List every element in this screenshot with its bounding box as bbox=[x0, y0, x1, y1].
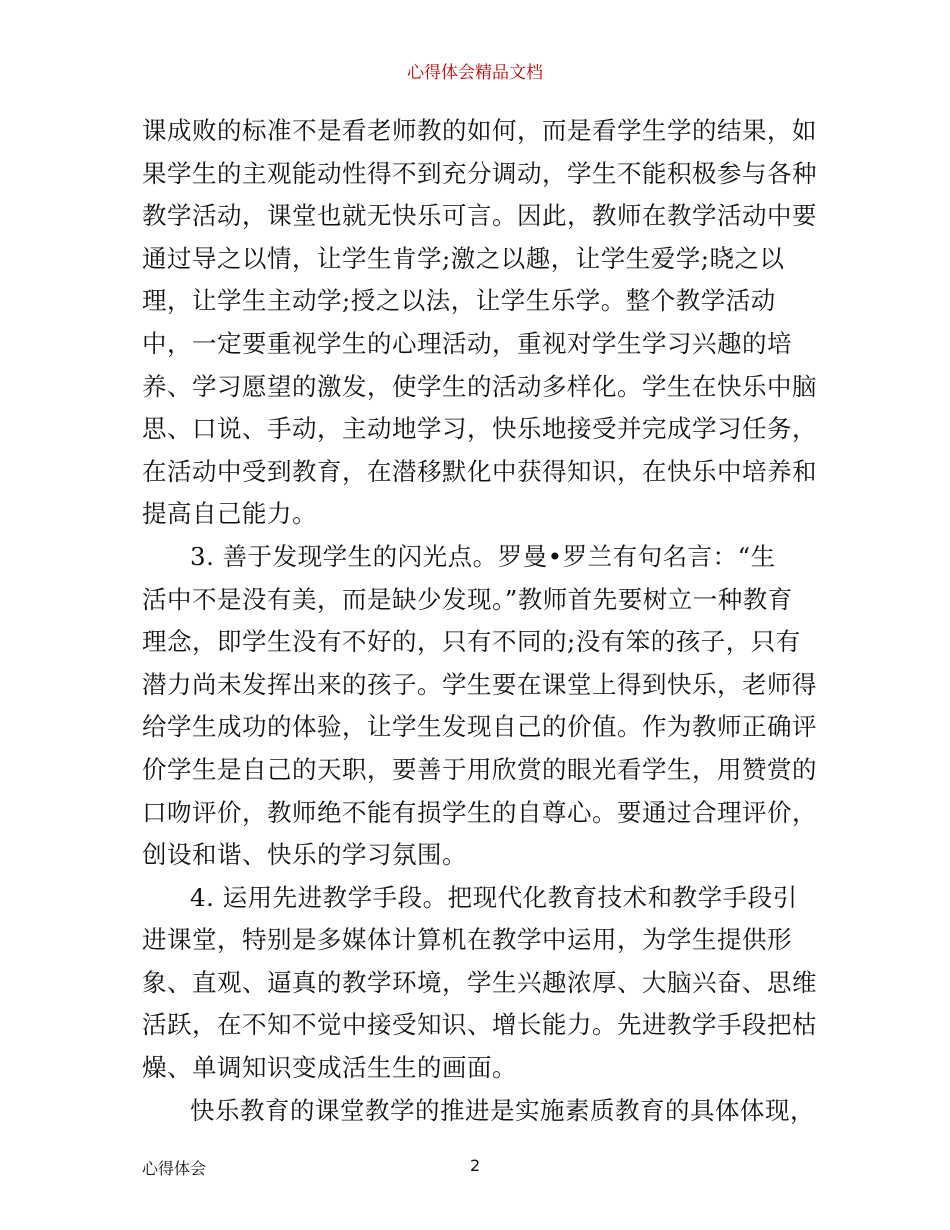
text-line: 口吻评价，教师绝不能有损学生的自尊心。要通过合理评价， bbox=[142, 797, 817, 827]
text-line: 思、口说、手动，主动地学习，快乐地接受并完成学习任务， bbox=[142, 414, 817, 444]
text-line: 3. 善于发现学生的闪光点。罗曼•罗兰有句名言：“生 bbox=[190, 541, 776, 571]
text-line: 通过导之以情，让学生肯学;激之以趣，让学生爱学;晓之以 bbox=[142, 243, 785, 273]
text-line: 果学生的主观能动性得不到充分调动，学生不能积极参与各种 bbox=[142, 158, 817, 188]
text-line: 教学活动，课堂也就无快乐可言。因此，教师在教学活动中要 bbox=[142, 201, 817, 231]
text-line: 给学生成功的体验，让学生发现自己的价值。作为教师正确评 bbox=[142, 712, 817, 742]
document-body bbox=[142, 110, 822, 1132]
page-number: 2 bbox=[470, 1156, 481, 1175]
text-line: 快乐教育的课堂教学的推进是实施素质教育的具体体现， bbox=[190, 1095, 815, 1125]
text-line: 在活动中受到教育，在潜移默化中获得知识，在快乐中培养和 bbox=[142, 456, 817, 486]
text-line: 燥、单调知识变成活生生的画面。 bbox=[142, 1053, 517, 1083]
text-line: 中，一定要重视学生的心理活动，重视对学生学习兴趣的培 bbox=[142, 328, 792, 358]
text-line: 课成败的标准不是看老师教的如何，而是看学生学的结果，如 bbox=[142, 116, 817, 145]
text-line: 养、学习愿望的激发，使学生的活动多样化。学生在快乐中脑 bbox=[142, 371, 817, 401]
text-line: 进课堂，特别是多媒体计算机在教学中运用，为学生提供形 bbox=[142, 925, 792, 955]
page-header: 心得体会精品文档 bbox=[407, 63, 543, 83]
text-line: 理念，即学生没有不好的，只有不同的;没有笨的孩子，只有 bbox=[142, 627, 801, 657]
text-line: 理，让学生主动学;授之以法，让学生乐学。整个教学活动 bbox=[142, 286, 776, 316]
text-line: 象、直观、逼真的教学环境，学生兴趣浓厚、大脑兴奋、思维 bbox=[142, 967, 817, 997]
text-line: 提高自己能力。 bbox=[142, 499, 317, 529]
text-line: 4. 运用先进教学手段。把现代化教育技术和教学手段引 bbox=[190, 882, 798, 912]
text-line: 创设和谐、快乐的学习氛围。 bbox=[142, 840, 467, 870]
text-line: 潜力尚未发挥出来的孩子。学生要在课堂上得到快乐，老师得 bbox=[142, 669, 817, 699]
footer-label: 心得体会 bbox=[142, 1159, 207, 1178]
text-line: 活中不是没有美，而是缺少发现。”教师首先要树立一种教育 bbox=[142, 584, 793, 614]
text-line: 活跃，在不知不觉中接受知识、增长能力。先进教学手段把枯 bbox=[142, 1010, 817, 1040]
text-line: 价学生是自己的天职，要善于用欣赏的眼光看学生，用赞赏的 bbox=[142, 754, 817, 784]
